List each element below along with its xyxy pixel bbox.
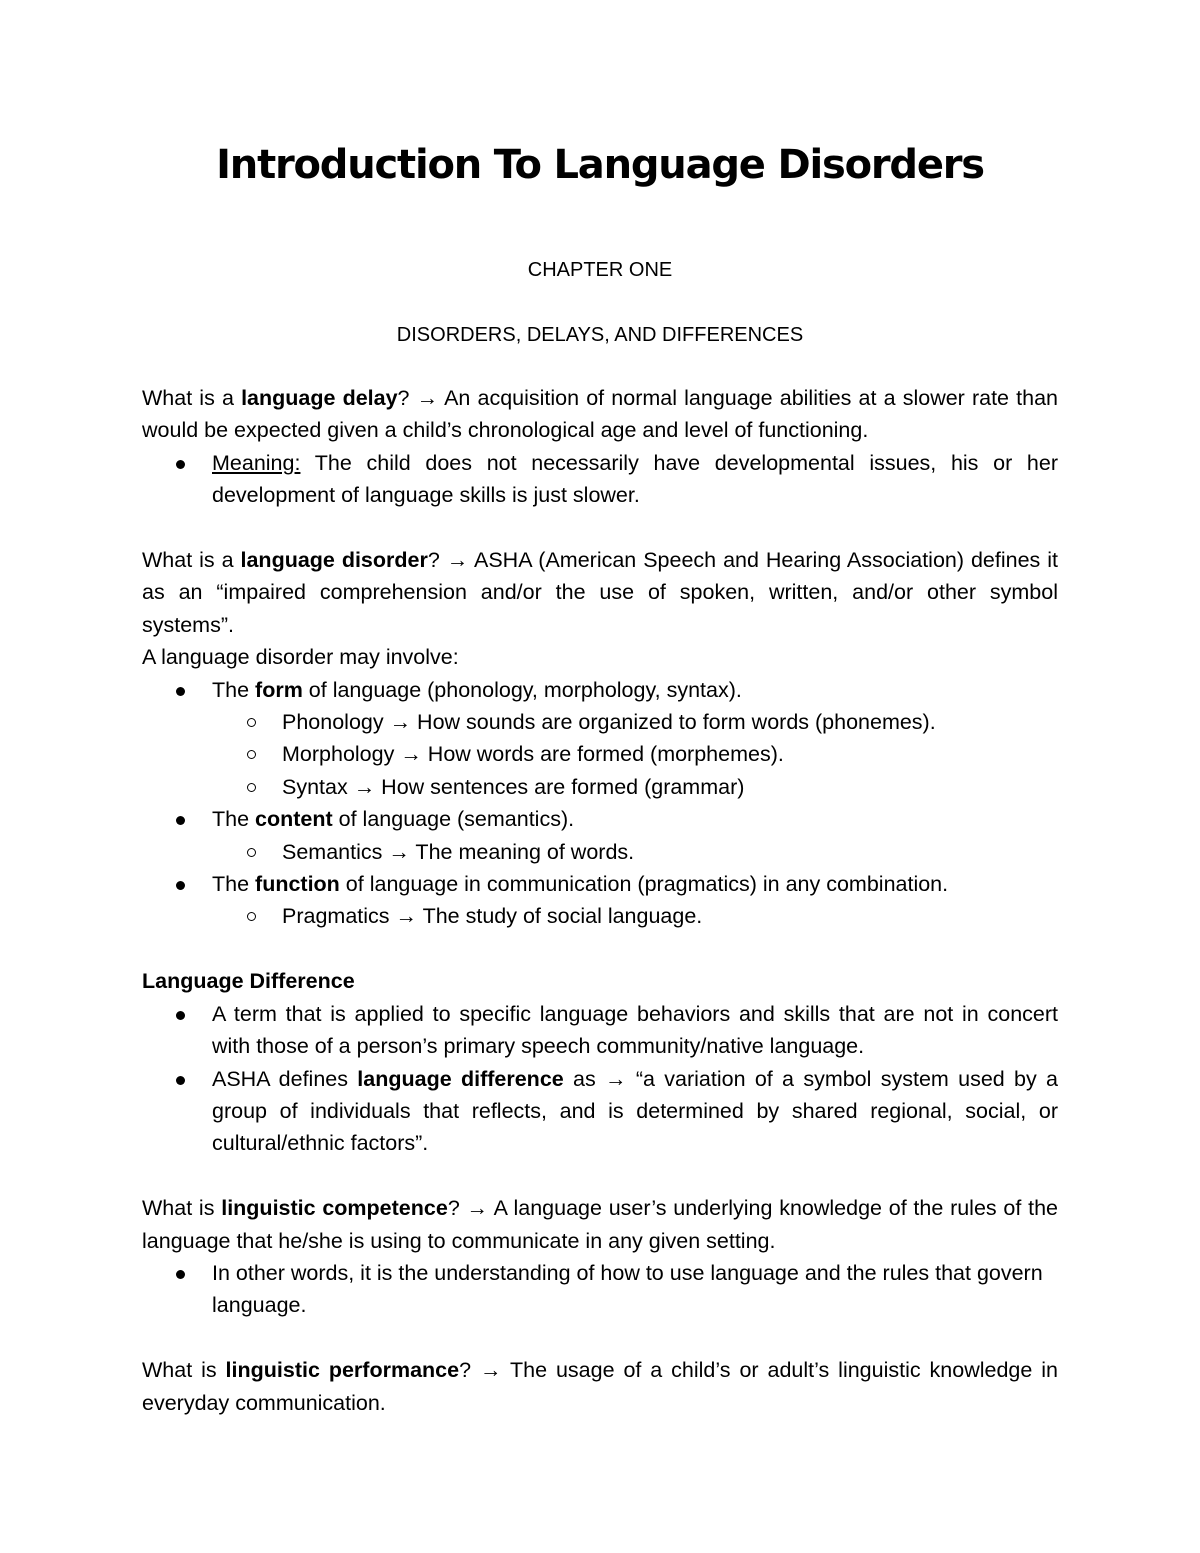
term-linguistic-performance: linguistic performance xyxy=(225,1358,460,1383)
list-item: ASHA defines language difference as → “a variation of a symbol system used by a group of individuals that reflects, and is determined by shared regional, social, or cultural/ethnic factors”. xyxy=(142,1063,1058,1160)
bullet-icon xyxy=(176,816,185,825)
term-form: form xyxy=(255,677,303,702)
section-heading: DISORDERS, DELAYS, AND DIFFERENCES xyxy=(396,324,804,346)
list-subitem: Semantics → The meaning of words. xyxy=(142,836,1058,868)
term-language-disorder: language disorder xyxy=(240,548,428,573)
document-title: Introduction To Language Disorders xyxy=(216,142,984,188)
list-item: The function of language in communication (pragmatics) in any combination. xyxy=(142,868,1058,900)
difference-heading: Language Difference xyxy=(142,969,355,994)
document-body xyxy=(142,382,1058,1419)
circle-bullet-icon xyxy=(247,783,256,792)
disorder-list xyxy=(142,674,1058,933)
list-subitem: Morphology → How words are formed (morphemes). xyxy=(142,738,1058,770)
circle-bullet-icon xyxy=(247,912,256,921)
competence-list xyxy=(142,1257,1058,1322)
disorder-question: What is a language disorder? → ASHA (American Speech and Hearing Association) defines it as an “impaired comprehension and/or the use of spoken, written, and/or other symbol systems”. xyxy=(142,548,1058,637)
bullet-icon xyxy=(176,1270,185,1279)
circle-bullet-icon xyxy=(247,750,256,759)
circle-bullet-icon xyxy=(247,718,256,727)
term-language-difference: language difference xyxy=(357,1066,564,1091)
bullet-icon xyxy=(176,1011,185,1020)
list-item: The form of language (phonology, morphology, syntax). xyxy=(142,674,1058,706)
term-content: content xyxy=(255,807,333,832)
list-item: In other words, it is the understanding of how to use language and the rules that govern language. xyxy=(142,1257,1058,1322)
disorder-intro: A language disorder may involve: xyxy=(142,645,459,670)
bullet-icon xyxy=(176,1076,185,1085)
circle-bullet-icon xyxy=(247,848,256,857)
list-item: A term that is applied to specific language behaviors and skills that are not in concert with those of a person’s primary speech community/native language. xyxy=(142,998,1058,1063)
term-language-delay: language delay xyxy=(241,386,398,410)
term-linguistic-competence: linguistic competence xyxy=(221,1196,448,1221)
list-subitem: Syntax → How sentences are formed (grammar) xyxy=(142,771,1058,803)
bullet-icon xyxy=(176,881,185,890)
bullet-icon xyxy=(176,460,185,469)
bullet-icon xyxy=(176,687,185,696)
difference-list xyxy=(142,998,1058,1160)
delay-question: What is a language delay? → An acquisition of normal language abilities at a slower rate than would be expected given a child’s chronological age and level of functioning. xyxy=(142,386,1058,443)
chapter-heading: CHAPTER ONE xyxy=(527,259,673,281)
term-function: function xyxy=(255,872,340,897)
competence-question: What is linguistic competence? → A language user’s underlying knowledge of the rules of the language that he/she is using to communicate in any given setting. xyxy=(142,1196,1058,1253)
meaning-label: Meaning: xyxy=(212,450,301,475)
list-subitem: Phonology → How sounds are organized to form words (phonemes). xyxy=(142,706,1058,738)
list-subitem: Pragmatics → The study of social language. xyxy=(142,900,1058,932)
delay-list xyxy=(142,447,1058,512)
list-item: Meaning: The child does not necessarily have developmental issues, his or her development of language skills is just slower. xyxy=(142,447,1058,512)
list-item: The content of language (semantics). xyxy=(142,803,1058,835)
performance-question: What is linguistic performance? → The usage of a child’s or adult’s linguistic knowledge in everyday communication. xyxy=(142,1358,1058,1415)
